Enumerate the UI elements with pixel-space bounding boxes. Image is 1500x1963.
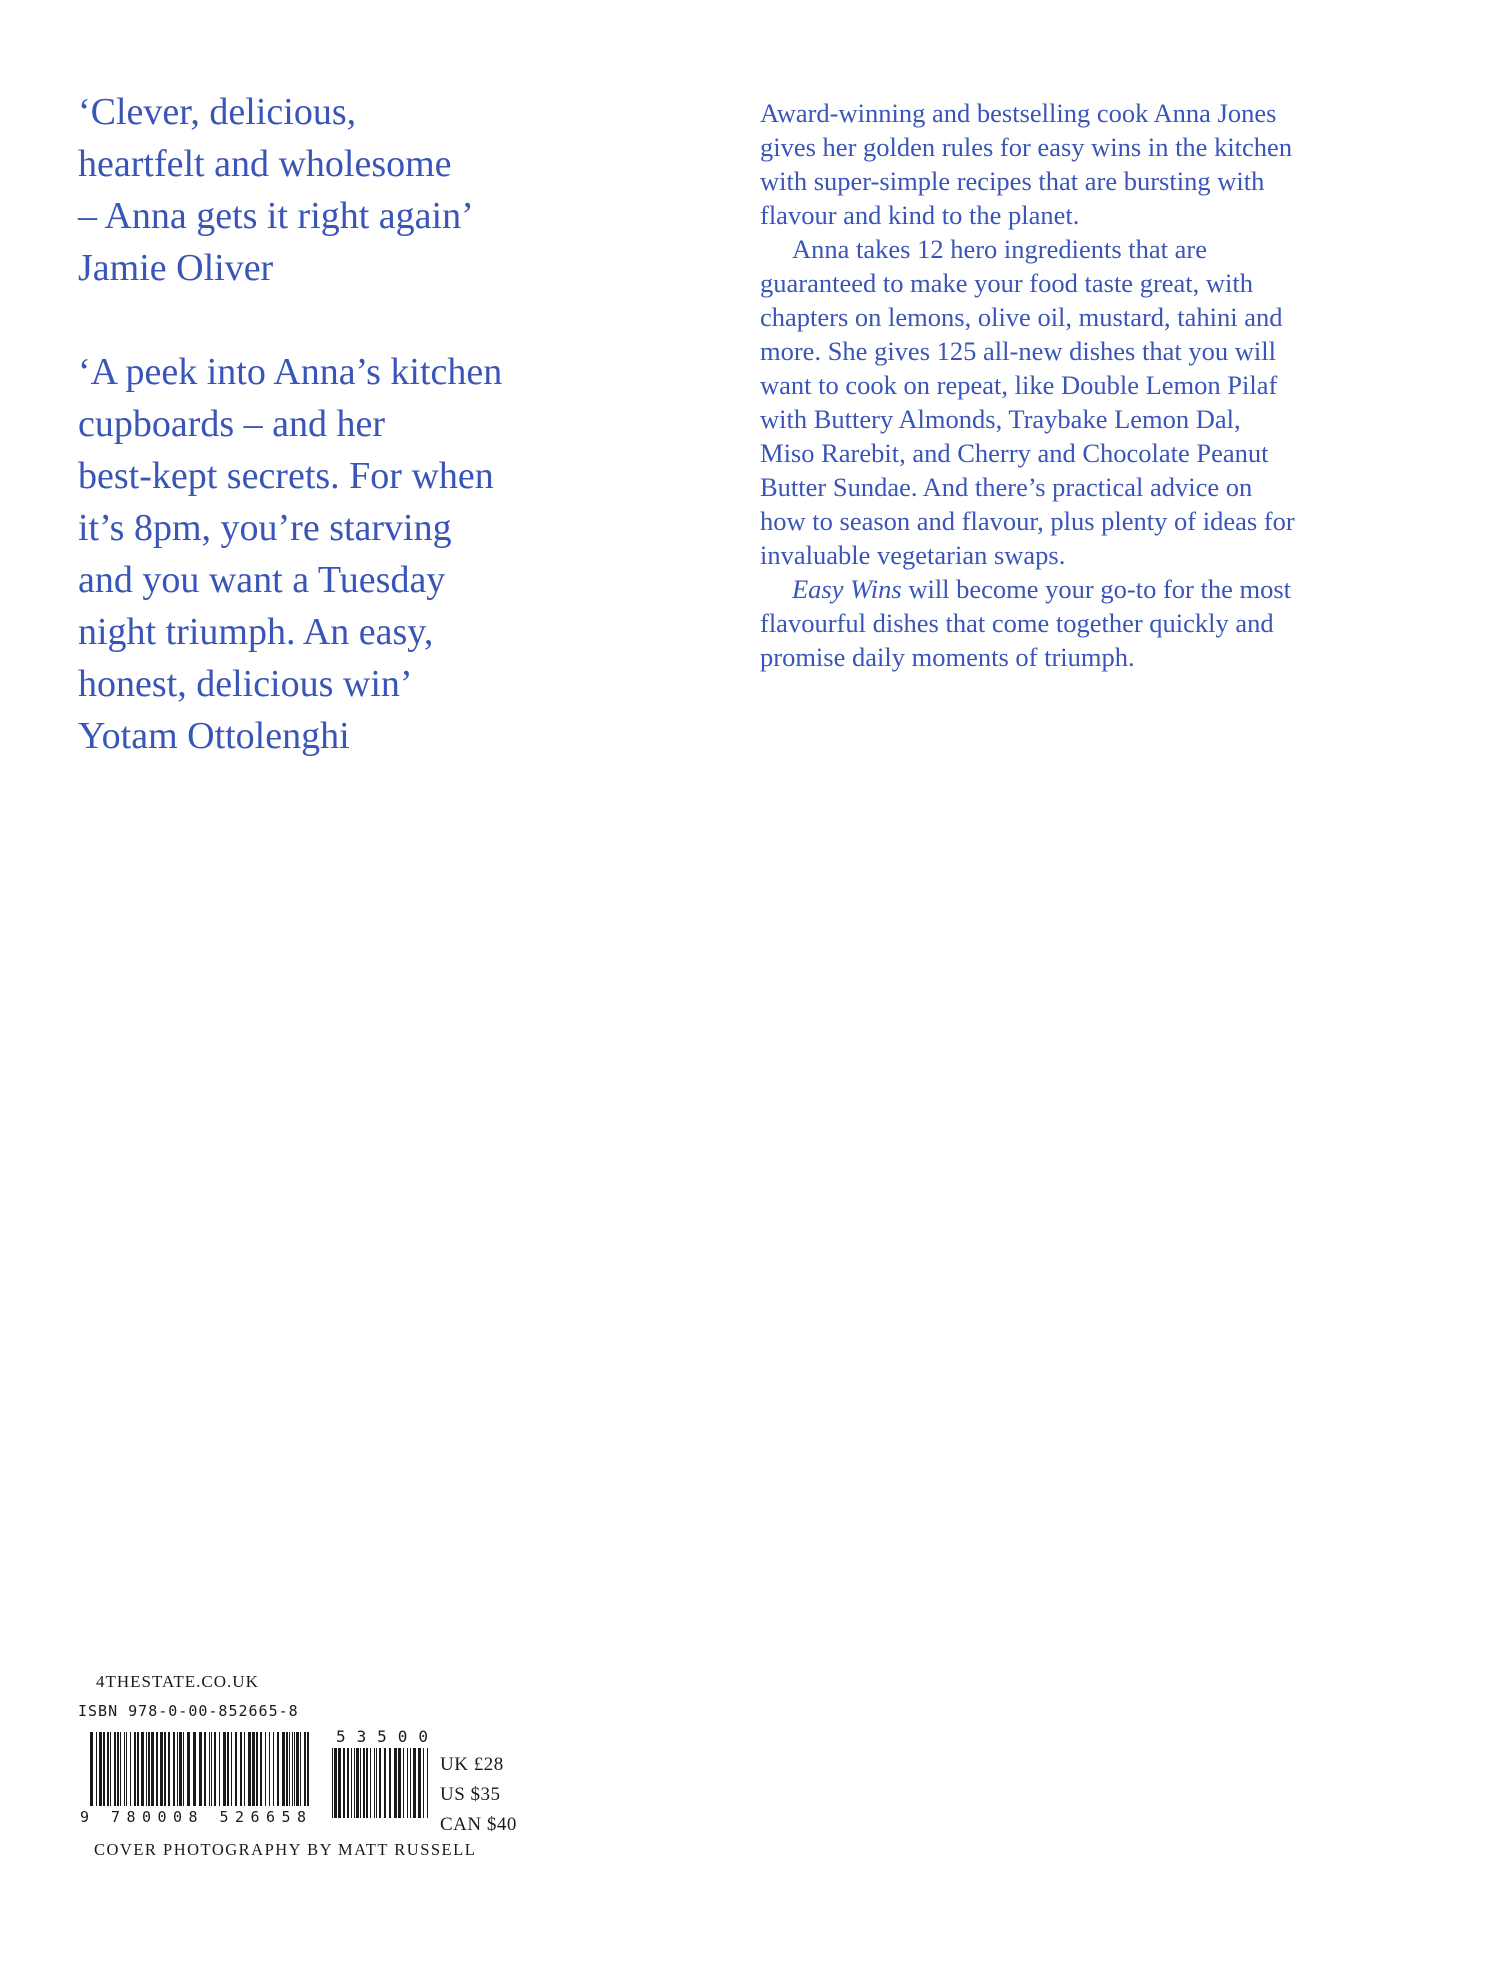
barcode-bar (252, 1732, 255, 1806)
barcode-bar (193, 1732, 196, 1806)
blurb-line: gives her golden rules for easy wins in the kitchen (760, 132, 1293, 162)
barcode-bar (164, 1732, 166, 1806)
price-us: US $35 (440, 1784, 501, 1805)
quote-attribution: Yotam Ottolenghi (78, 715, 350, 757)
barcode-bar (384, 1748, 386, 1818)
endorsement-quotes (78, 86, 718, 762)
barcode-bar (214, 1732, 216, 1806)
quote-jamie-oliver (78, 86, 718, 294)
barcode-bar (240, 1732, 242, 1806)
barcode-bar (354, 1748, 355, 1818)
barcode-bar (286, 1732, 288, 1806)
barcode-bar (114, 1732, 116, 1806)
blurb-line: Butter Sundae. And there’s practical advice on (760, 472, 1253, 502)
blurb-line: promise daily moments of triumph. (760, 642, 1135, 672)
barcode-bar (187, 1732, 190, 1806)
quote-line: – Anna gets it right again’ (78, 195, 474, 237)
photography-credit: COVER PHOTOGRAPHY BY MATT RUSSELL (94, 1840, 477, 1859)
barcode-bar (179, 1732, 182, 1806)
quote-line: cupboards – and her (78, 403, 386, 445)
barcode-bar (126, 1732, 127, 1806)
barcode-bar (96, 1732, 97, 1806)
barcode-bar (156, 1732, 158, 1806)
quote-line: heartfelt and wholesome (78, 143, 452, 185)
blurb-paragraph-3 (760, 572, 1400, 674)
barcode-bar (332, 1748, 333, 1818)
barcode-bar (366, 1748, 368, 1818)
barcode-bar (168, 1732, 170, 1806)
isbn-label: ISBN 978-0-00-852665-8 (78, 1702, 299, 1720)
barcode-bar (413, 1748, 416, 1818)
barcode-bar (260, 1732, 262, 1806)
barcode-bar (199, 1732, 202, 1806)
barcode-bar (231, 1732, 232, 1806)
barcode-bar (124, 1732, 125, 1806)
barcode-bar (177, 1732, 178, 1806)
barcode-bar (209, 1732, 210, 1806)
publisher-website: 4THESTATE.CO.UK (96, 1672, 259, 1691)
barcode-bar (403, 1748, 404, 1818)
barcode-digits: 9 780008 526658 (80, 1808, 306, 1824)
barcode-bar (360, 1748, 361, 1818)
barcode-bar (356, 1748, 359, 1818)
barcode-bar (294, 1732, 295, 1806)
blurb-line: chapters on lemons, olive oil, mustard, tahini and (760, 302, 1283, 332)
blurb-line: Award-winning and bestselling cook Anna Jones (760, 98, 1277, 128)
barcode-bar (407, 1748, 408, 1818)
blurb-line: guaranteed to make your food taste great, with (760, 268, 1254, 298)
barcode-bar (223, 1732, 226, 1806)
barcode-bar (269, 1732, 270, 1806)
barcode-bar (379, 1748, 381, 1818)
blurb-line: more. She gives 125 all-new dishes that you will (760, 336, 1276, 366)
barcode-bar (117, 1732, 119, 1806)
barcode-bar (134, 1732, 136, 1806)
book-blurb (760, 96, 1400, 674)
barcode-bar (410, 1748, 411, 1818)
barcode-bar (277, 1732, 279, 1806)
blurb-paragraph-1 (760, 96, 1400, 232)
barcode-bar (103, 1732, 105, 1806)
addon-digits: 53500 (336, 1728, 428, 1746)
quote-line: best-kept secrets. For when (78, 455, 494, 497)
barcode-bar (296, 1732, 299, 1806)
barcode-bar (173, 1732, 175, 1806)
barcode-bar (370, 1748, 371, 1818)
barcode-bar (394, 1748, 397, 1818)
barcode-bar (235, 1732, 237, 1806)
isbn-barcode (78, 1728, 318, 1824)
quote-line: ‘A peek into Anna’s kitchen (78, 351, 503, 393)
barcode-bar (351, 1748, 352, 1818)
barcode-bar (338, 1748, 341, 1818)
barcode-bar (204, 1732, 206, 1806)
quote-line: it’s 8pm, you’re starving (78, 507, 452, 549)
barcode-bar (418, 1748, 421, 1818)
price-uk: UK £28 (440, 1754, 504, 1775)
barcode-bar (244, 1732, 245, 1806)
barcode-bar (273, 1732, 274, 1806)
barcode-bar (282, 1732, 285, 1806)
barcode-bar (141, 1732, 144, 1806)
barcode-bar (343, 1748, 345, 1818)
blurb-line-rest: will become your go-to for the most (901, 574, 1292, 604)
quote-line: night triumph. An easy, (78, 611, 434, 653)
quote-line: and you want a Tuesday (78, 559, 446, 601)
barcode-bar (99, 1732, 102, 1806)
quote-line: ‘Clever, delicious, (78, 91, 357, 133)
barcode-bar (300, 1732, 301, 1806)
price-list (440, 1750, 517, 1840)
barcode-bar (227, 1732, 229, 1806)
blurb-line: how to season and flavour, plus plenty of ideas for (760, 506, 1295, 536)
barcode-bar (307, 1732, 309, 1806)
barcode-bar (110, 1732, 111, 1806)
quote-yotam-ottolenghi (78, 346, 718, 762)
blurb-line: invaluable vegetarian swaps. (760, 540, 1066, 570)
barcode-bar (256, 1732, 258, 1806)
barcode-bar (107, 1732, 109, 1806)
barcode-bar (363, 1748, 365, 1818)
barcode-bar (423, 1748, 424, 1818)
barcode-bar (376, 1748, 377, 1818)
blurb-line: flavourful dishes that come together quickly and (760, 608, 1274, 638)
blurb-line: Anna takes 12 hero ingredients that are (792, 234, 1208, 264)
barcode-bar (265, 1732, 266, 1806)
barcode-bar (347, 1748, 349, 1818)
barcode-bar (292, 1732, 293, 1806)
blurb-paragraph-2 (760, 232, 1400, 572)
barcode-bar (90, 1732, 93, 1806)
barcode-bar (219, 1732, 220, 1806)
price-can: CAN $40 (440, 1814, 517, 1835)
barcode-bar (146, 1732, 147, 1806)
blurb-line: Miso Rarebit, and Cherry and Chocolate Peanut (760, 438, 1269, 468)
blurb-line: flavour and kind to the planet. (760, 200, 1080, 230)
quote-attribution: Jamie Oliver (78, 247, 274, 289)
barcode-bar (211, 1732, 212, 1806)
barcode-bar (130, 1732, 131, 1806)
barcode-bar (398, 1748, 401, 1818)
blurb-line: with super-simple recipes that are bursting with (760, 166, 1265, 196)
barcode-bar (160, 1732, 163, 1806)
barcode-bar (427, 1748, 428, 1818)
book-title-italic: Easy Wins (792, 574, 902, 604)
barcode-bar (248, 1732, 251, 1806)
barcode-bar (389, 1748, 391, 1818)
blurb-line (760, 572, 1400, 606)
barcode-bar (304, 1732, 306, 1806)
quote-line: honest, delicious win’ (78, 663, 413, 705)
barcode-bar (151, 1732, 154, 1806)
barcode-bar (334, 1748, 337, 1818)
barcode-bar (289, 1732, 290, 1806)
barcode-bar (148, 1732, 150, 1806)
barcode-bar (120, 1732, 121, 1806)
blurb-line: want to cook on repeat, like Double Lemon Pilaf (760, 370, 1278, 400)
barcode-bar (137, 1732, 139, 1806)
barcode-bar (374, 1748, 375, 1818)
blurb-line: with Buttery Almonds, Traybake Lemon Dal, (760, 404, 1241, 434)
barcode-bar (183, 1732, 184, 1806)
